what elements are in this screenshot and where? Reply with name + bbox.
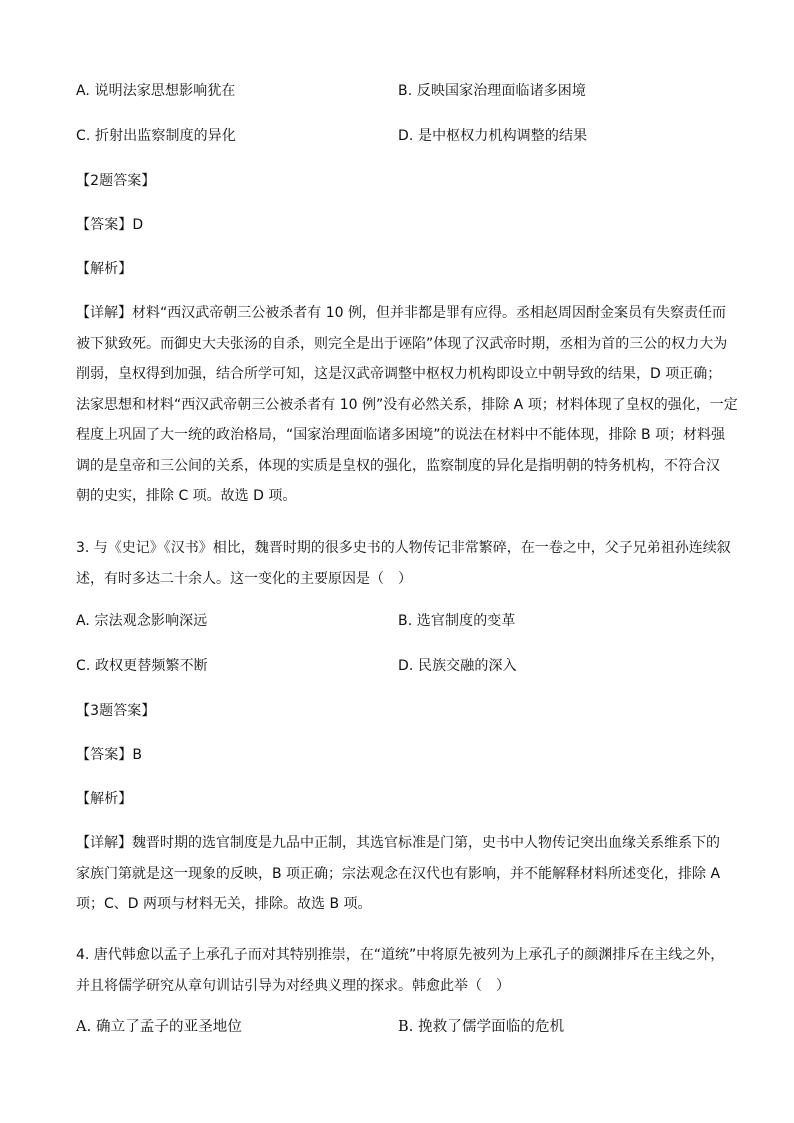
q3-answer: 【答案】B bbox=[76, 747, 143, 763]
q2-answer: 【答案】D bbox=[76, 217, 144, 233]
q3-stem bbox=[76, 533, 731, 594]
q2-detail-line: 朝的史实，排除 C 项。故选 D 项。 bbox=[76, 488, 297, 504]
q2-detail-line: 调的是皇帝和三公间的关系，体现的实质是皇权的强化，监察制度的异化是指明朝的特务机构，不符合汉 bbox=[76, 457, 720, 474]
q3-option-a: A. 宗法观念影响深远 bbox=[76, 613, 208, 629]
q2-option-c: C. 折射出监察制度的异化 bbox=[76, 128, 236, 144]
q4-stem bbox=[76, 940, 726, 1001]
q2-detail bbox=[76, 298, 738, 512]
q2-detail-line: 被下狱致死。而御史大夫张汤的自杀，则完全是出于诬陷”体现了汉武帝时期，丞相为首的三公的权力大为 bbox=[76, 335, 728, 352]
q2-option-b: B. 反映国家治理面临诸多困境 bbox=[398, 83, 587, 99]
q3-stem-line: 3. 与《史记》《汉书》相比，魏晋时期的很多史书的人物传记非常繁碎，在一卷之中，父子兄弟祖孙连续叙 bbox=[76, 540, 731, 556]
q2-analysis-header: 【解析】 bbox=[76, 261, 133, 277]
q4-stem-line: 并且将儒学研究从章句训诂引导为对经典义理的探求。韩愈此举（ ） bbox=[76, 977, 510, 994]
q2-option-a: A. 说明法家思想影响犹在 bbox=[76, 83, 236, 99]
q3-stem-line: 述，有时多达二十余人。这一变化的主要原因是（ ） bbox=[76, 570, 412, 587]
q3-detail-line: 【详解】魏晋时期的选官制度是九品中正制，其选官标准是门第，史书中人物传记突出血缘关系维系下的 bbox=[76, 835, 720, 851]
q4-option-a: A. 确立了孟子的亚圣地位 bbox=[76, 1019, 242, 1035]
q2-detail-line: 法家思想和材料“西汉武帝朝三公被杀者有 10 例”没有必然关系，排除 A 项；材料体现了皇权的强化，一定 bbox=[76, 396, 738, 413]
q2-detail-line: 程度上巩固了大一统的政治格局，“国家治理面临诸多困境”的说法在材料中不能体现，排除 B 项；材料强 bbox=[76, 427, 726, 443]
q4-option-b: B. 挽救了儒学面临的危机 bbox=[398, 1019, 565, 1035]
q3-detail bbox=[76, 828, 726, 920]
q3-detail-line: 家族门第就是这一现象的反映，B 项正确；宗法观念在汉代也有影响，并不能解释材料所述变化，排除 A bbox=[76, 865, 721, 882]
q3-option-b: B. 选官制度的变革 bbox=[398, 613, 516, 629]
q2-detail-line: 削弱，皇权得到加强，结合所学可知，这是汉武帝调整中枢权力机构即设立中朝导致的结果，D 项正确； bbox=[76, 366, 722, 382]
q3-option-c: C. 政权更替频繁不断 bbox=[76, 658, 208, 674]
q2-answer-header: 【2题答案】 bbox=[76, 173, 156, 189]
q3-detail-line: 项；C、D 两项与材料无关，排除。故选 B 项。 bbox=[76, 896, 372, 912]
q3-analysis-header: 【解析】 bbox=[76, 791, 133, 807]
q2-option-d: D. 是中枢权力机构调整的结果 bbox=[398, 128, 588, 144]
q2-detail-line: 【详解】材料“西汉武帝朝三公被杀者有 10 例，但并非都是罪有应得。丞相赵周因酎金案员有失察责任而 bbox=[76, 305, 726, 321]
q4-stem-line: 4. 唐代韩愈以孟子上承孔子而对其特别推崇，在“道统”中将原先被列为上承孔子的颜渊排斥在主线之外， bbox=[76, 947, 725, 963]
q3-option-d: D. 民族交融的深入 bbox=[398, 658, 517, 674]
q3-answer-header: 【3题答案】 bbox=[76, 703, 156, 719]
